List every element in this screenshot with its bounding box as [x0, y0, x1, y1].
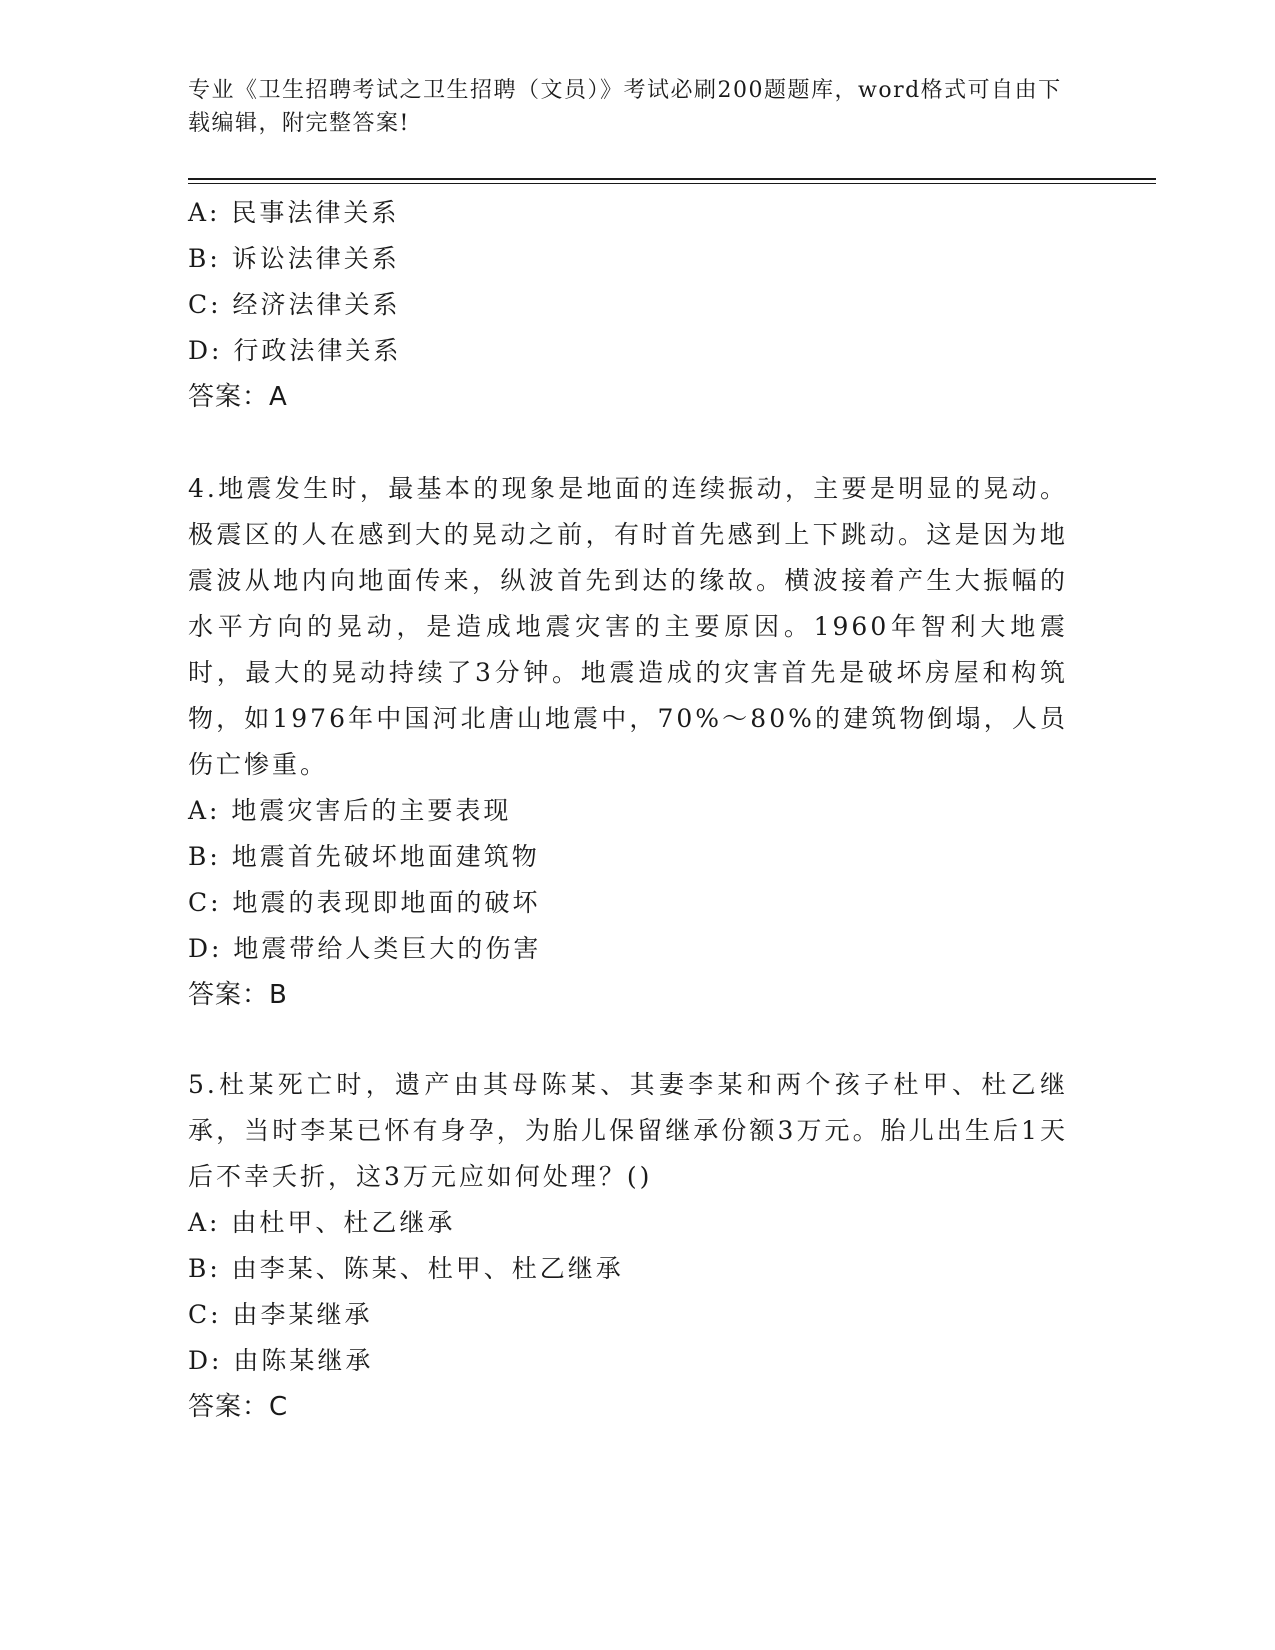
q5-option-b: B: 由李某、陈某、杜甲、杜乙继承 [188, 1254, 624, 1283]
document-body [188, 190, 1068, 1430]
q3-option-b: B: 诉讼法律关系 [188, 244, 400, 273]
q3-option-a: A: 民事法律关系 [188, 198, 400, 227]
q4-answer: 答案：B [188, 980, 288, 1010]
q5-option-d: D: 由陈某继承 [188, 1346, 374, 1375]
q4-option-a: A: 地震灾害后的主要表现 [188, 796, 512, 825]
question-4-block [188, 466, 1068, 1018]
q4-option-d: D: 地震带给人类巨大的伤害 [188, 934, 542, 963]
q5-option-c: C: 由李某继承 [188, 1300, 373, 1329]
q4-question-text: 4.地震发生时，最基本的现象是地面的连续振动，主要是明显的晃动。极震区的人在感到大的晃动之前，有时首先感到上下跳动。这是因为地震波从地内向地面传来，纵波首先到达的缘故。横波接着产生大振幅的水平方向的晃动，是造成地震灾害的主要原因。1960年智利大地震时，最大的晃动持续了3分钟。地震造成的灾害首先是破坏房屋和构筑物，如1976年中国河北唐山地震中，70%～80%的建筑物倒塌，人员伤亡惨重。 [188, 474, 1068, 779]
document-header: 专业《卫生招聘考试之卫生招聘（文员）》考试必刷200题题库，word格式可自由下载编辑，附完整答案! [188, 78, 1062, 136]
question-5-block [188, 1062, 1068, 1430]
q3-option-c: C: 经济法律关系 [188, 290, 401, 319]
q5-question-text: 5.杜某死亡时，遗产由其母陈某、其妻李某和两个孩子杜甲、杜乙继承，当时李某已怀有身孕，为胎儿保留继承份额3万元。胎儿出生后1天后不幸夭折，这3万元应如何处理？() [188, 1070, 1068, 1191]
header-divider-thin [188, 183, 1156, 184]
q3-option-d: D: 行政法律关系 [188, 336, 402, 365]
q3-answer: 答案：A [188, 382, 288, 412]
q4-option-c: C: 地震的表现即地面的破坏 [188, 888, 541, 917]
header-divider-thick [188, 178, 1156, 180]
q5-option-a: A: 由杜甲、杜乙继承 [188, 1208, 456, 1237]
q5-answer: 答案：C [188, 1392, 289, 1422]
q4-option-b: B: 地震首先破坏地面建筑物 [188, 842, 540, 871]
question-3-block [188, 190, 1068, 420]
